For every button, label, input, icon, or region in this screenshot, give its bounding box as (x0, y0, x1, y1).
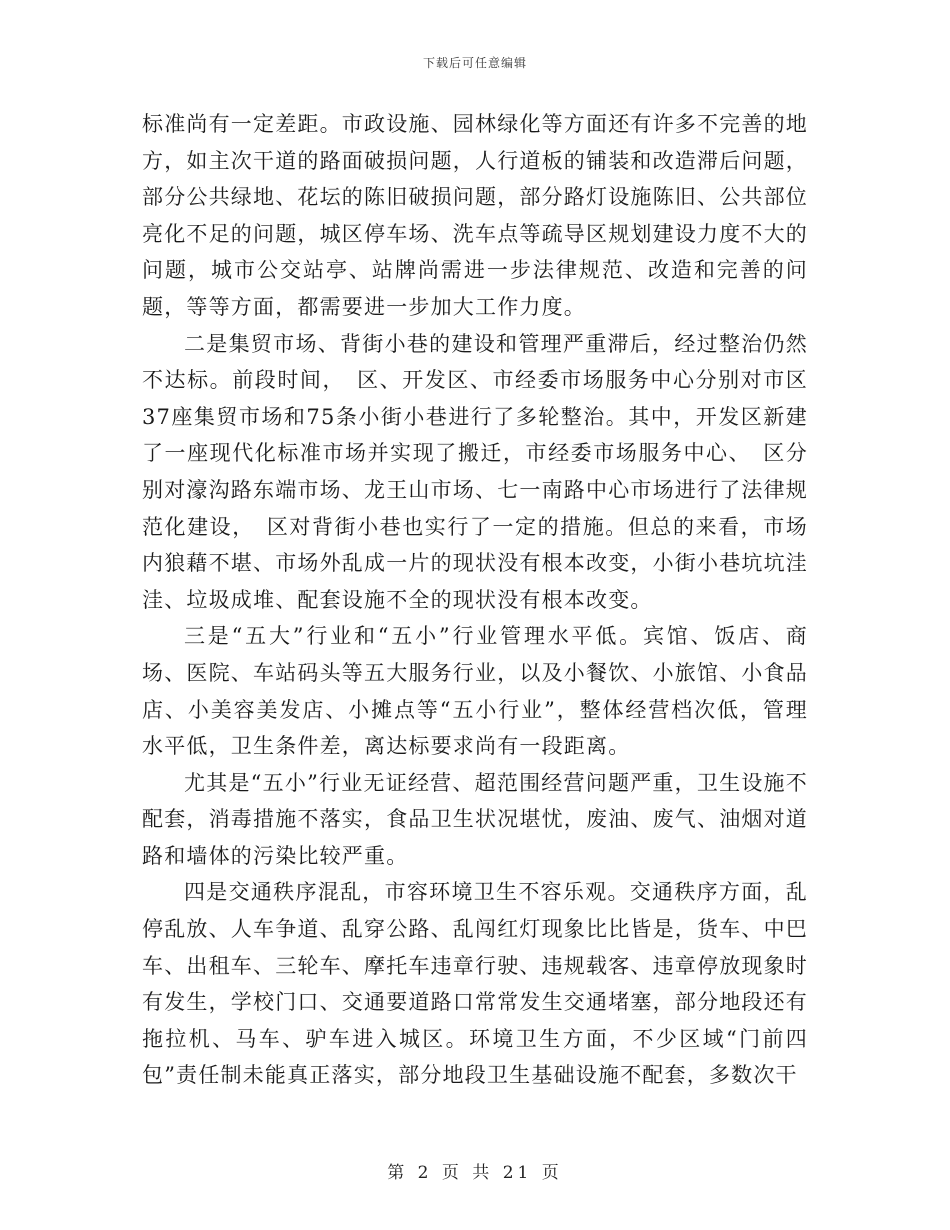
paragraph-5: 四是交通秩序混乱，市容环境卫生不容乐观。交通秩序方面，乱停乱放、人车争道、乱穿公路、乱闯红灯现象比比皆是，货车、中巴车、出租车、三轮车、摩托车违章行驶、违规载客、违章停放现象时有发生，学校门口、交通要道路口常常发生交通堵塞，部分地段还有拖拉机、马车、驴车进入城区。环境卫生方面，不少区域“门前四包”责任制未能真正落实，部分地段卫生基础设施不配套，多数次干 (142, 880, 808, 1088)
paragraph-4: 尤其是“五小”行业无证经营、超范围经营问题严重，卫生设施不配套，消毒措施不落实，食品卫生状况堪忧，废油、废气、油烟对道路和墙体的污染比较严重。 (142, 770, 808, 868)
paragraph-3: 三是“五大”行业和“五小”行业管理水平低。宾馆、饭店、商场、医院、车站码头等五大服务行业，以及小餐饮、小旅馆、小食品店、小美容美发店、小摊点等“五小行业”，整体经营档次低，管理水平低，卫生条件差，离达标要求尚有一段距离。 (142, 624, 808, 759)
page-footer: 第 2 页 共 21 页 (387, 1163, 563, 1183)
paragraph-1: 标准尚有一定差距。市政设施、园林绿化等方面还有许多不完善的地方，如主次干道的路面破损问题，人行道板的铺装和改造滞后问题，部分公共绿地、花坛的陈旧破损问题，部分路灯设施陈旧、公共部位亮化不足的问题，城区停车场、洗车点等疏导区规划建设力度不大的问题，城市公交站亭、站牌尚需进一步法律规范、改造和完善的问题，等等方面，都需要进一步加大工作力度。 (142, 112, 808, 319)
page-header: 下载后可任意编辑 (422, 56, 527, 70)
document-body (142, 106, 808, 1094)
paragraph-2: 二是集贸市场、背街小巷的建设和管理严重滞后，经过整治仍然不达标。前段时间， 区、开发区、市经委市场服务中心分别对市区37座集贸市场和75条小街小巷进行了多轮整治。其中，开发区新建了一座现代化标准市场并实现了搬迁，市经委市场服务中心、 区分别对濠沟路东端市场、龙王山市场、七一南路中心市场进行了法律规范化建设， 区对背街小巷也实行了一定的措施。但总的来看，市场内狼藉不堪、市场外乱成一片的现状没有根本改变，小街小巷坑坑洼洼、垃圾成堆、配套设施不全的现状没有根本改变。 (142, 331, 808, 612)
